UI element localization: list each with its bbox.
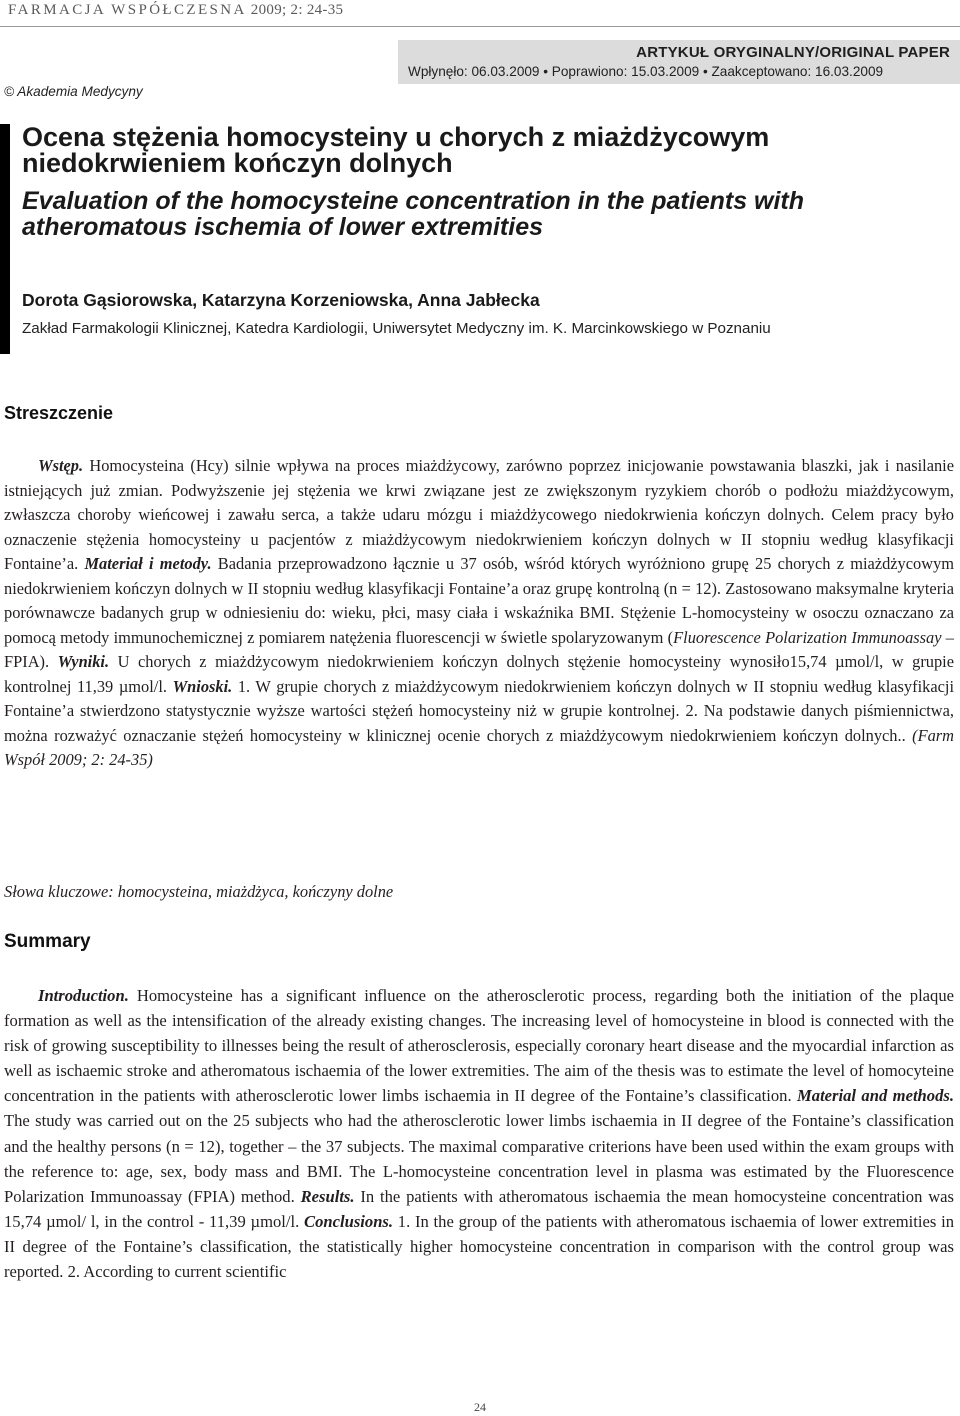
journal-header	[8, 2, 343, 19]
label-results-en: Results.	[300, 1186, 355, 1206]
article-dates: Wpłynęło: 06.03.2009 • Poprawiono: 15.03.2009 • Zaakceptowano: 16.03.2009	[408, 64, 884, 79]
text-results-pl: U chorych z miażdżycowym niedokrwieniem kończyn dolnych stężenie homocysteiny wynosiło15,74 µmol/l, w grupie kontrolnej 11,39 µmol/l.	[4, 652, 954, 696]
title-english: Evaluation of the homocysteine concentration in the patients with atheromatous ischemia of lower extremities	[22, 187, 805, 241]
copyright: © Akademia Medycyny	[4, 84, 143, 99]
text-methods-pl-italic: Fluorescence Polarization Immunoassay	[673, 627, 942, 647]
text-conclusions-pl: 1. W grupie chorych z miażdżycowym niedokrwieniem kończyn dolnych w II stopniu według klasyfikacji Fontaine’a stwierdzono statystycznie wyższe wartości stężeń homocysteiny niż w grupie kontrolnej. 2. Na podstawie danych piśmiennictwa, można rozważyć oznaczanie stężeń homocysteiny w klinicznej ocenie chorych z miażdżycowym niedokrwieniem kończyn dolnych..	[4, 676, 954, 745]
label-methods-pl: Materiał i metody.	[84, 554, 212, 573]
text-methods-pl-2: – FPIA).	[4, 627, 954, 671]
abstract-english	[4, 983, 954, 1284]
label-conclusions-en: Conclusions.	[304, 1211, 394, 1231]
text-results-en: In the patients with atheromatous ischaemia the mean homocysteine concentration was 15,74 µmol/ l, in the control - 11,39 µmol/l.	[4, 1186, 954, 1231]
affiliation: Zakład Farmakologii Klinicznej, Katedra Kardiologii, Uniwersytet Medyczny im. K. Marcinkowskiego w Poznaniu	[22, 320, 771, 337]
header-rule	[0, 26, 960, 27]
page-number: 24	[474, 1400, 486, 1414]
label-results-pl: Wyniki.	[57, 652, 110, 671]
label-methods-en: Material and methods.	[797, 1086, 954, 1106]
authors: Dorota Gąsiorowska, Katarzyna Korzeniowska, Anna Jabłecka	[22, 290, 540, 310]
label-intro-en: Introduction.	[38, 986, 129, 1005]
text-conclusions-en: 1. In the group of the patients with atheromatous ischaemia of lower extremities in II degree of the Fontaine’s classification, the statistically higher homocysteine concentration in comparison with the control group was reported. 2. According to current scientific	[4, 1211, 954, 1282]
abstract-polish	[4, 454, 954, 773]
title-polish: Ocena stężenia homocysteiny u chorych z miażdżycowym niedokrwieniem kończyn dolnych	[22, 122, 770, 178]
article-type: ARTYKUŁ ORYGINALNY/ORIGINAL PAPER	[636, 44, 950, 61]
text-intro-en: Homocysteine has a significant influence on the atherosclerotic process, regarding both the initiation of the plaque formation as well as the intensification of the already existing changes. The increasing level of homocysteine in blood is connected with the risk of growing susceptibility to illnesses being the result of atherosclerosis, especially coronary heart disease and the myocardial infarction as well as ischaemic stroke and atheromatous ischaemia of the lower extremities. The aim of the thesis was to estimate the level of homocyteine concentration in the patients with atherosclerotic lower limbs ischaemia in II degree of the Fontaine’s classification.	[4, 986, 954, 1106]
title-accent-bar	[0, 124, 10, 354]
keywords: Słowa kluczowe: homocysteina, miażdżyca, kończyny dolne	[4, 882, 394, 901]
text-intro-pl: Homocysteina (Hcy) silnie wpływa na proces miażdżycowy, zarówno poprzez inicjowanie powstawania blaszki, jak i nasilanie istniejących już zmian. Podwyższenie jej stężenia we krwi związane jest ze zwiększonym ryzykiem chorób o podłożu miażdżycowym, zwłaszcza choroby wieńcowej i zawału serca, a także udaru mózgu i miażdżycowego niedokrwienia kończyn dolnych. Celem pracy było oznaczenie stężenia homocysteiny u pacjentów z miażdżycowym niedokrwieniem kończyn dolnych w II stopniu według klasyfikacji Fontaine’a.	[4, 456, 954, 573]
journal-issue: 2009; 2: 24-35	[246, 2, 344, 18]
label-intro-pl: Wstęp.	[38, 456, 84, 475]
abstract-heading-pl: Streszczenie	[4, 403, 114, 423]
abstract-heading-en: Summary	[4, 931, 91, 952]
label-conclusions-pl: Wnioski.	[172, 676, 233, 696]
journal-name: FARMACJA WSPÓŁCZESNA	[8, 2, 247, 18]
article-info-box	[398, 40, 960, 84]
text-methods-pl-1: Badania przeprowadzono łącznie u 37 osób, wśród których wyróżniono grupę 25 chorych z miażdżycowym niedokrwieniem kończyn dolnych w II stopniu według klasyfikacji Fontaine’a oraz grupę kontrolną (n = 12). Zastosowano maksymalne kryteria porównawcze badanych grup w odniesieniu do: wieku, płci, masy ciała i wskaźnika BMI. Stężenie L-homocysteiny w osoczu oznaczano za pomocą metody immunochemicznej z pomiarem natężenia fluorescencji w świetle spolaryzowanym (	[4, 554, 955, 647]
text-methods-en: The study was carried out on the 25 subjects who had the atherosclerotic lower limbs ischaemia in II degree of the Fontaine’s classification and the healthy persons (n = 12), together – the 37 subjects. The maximal comparative criterions have been used within the exam groups with the reference to: age, sex, body mass and BMI. The L-homocysteine concentration level in plasma was estimated by the Fluorescence Polarization Immunoassay (FPIA) method.	[4, 1111, 954, 1206]
citation: (Farm Współ 2009; 2: 24-35)	[4, 725, 955, 769]
